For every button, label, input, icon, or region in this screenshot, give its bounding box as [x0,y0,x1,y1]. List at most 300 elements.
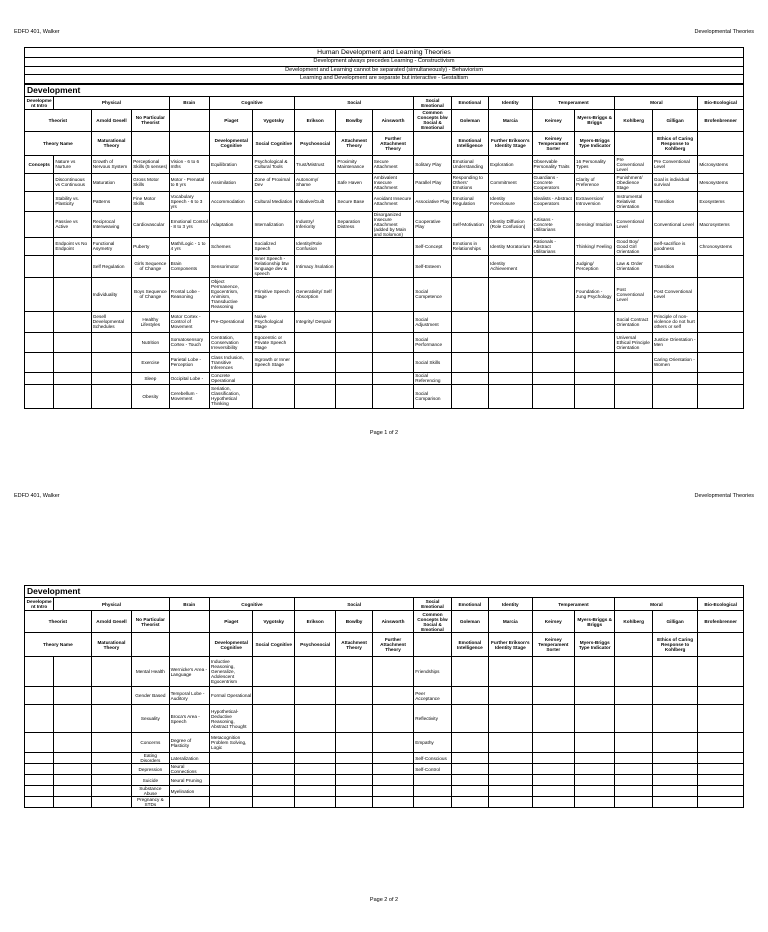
table-cell: Principle of non-violence do not hurt others or self [652,311,698,332]
table-cell [451,277,488,311]
table-cell [54,786,91,797]
table-cell [54,764,91,775]
table-cell: Emotional Regulation [451,191,488,211]
table-cell: Ingrowth or Inner Speech Stage [253,352,294,372]
table-cell [575,332,615,352]
table-cell: Reflectivity [414,705,451,733]
theorist-cell: Erikson [294,611,335,633]
header-development-intro: Development Intro [25,96,54,109]
theory-name-cell: Developmental Cognitive [210,633,253,657]
table-cell: Nature vs Nurture [54,155,91,173]
table-cell [615,786,652,797]
table-cell [91,797,131,808]
table-cell: Self-sacrifice is goodness [652,237,698,255]
table-cell [532,255,574,277]
table-cell [91,384,131,408]
table-cell [698,311,744,332]
theorist-cell: Bowlby [336,611,372,633]
table-cell [54,311,91,332]
table-cell: Pre-Operational [210,311,253,332]
table-cell: Commitment [489,173,532,191]
theory-name-cell [414,131,451,155]
table-row [25,311,744,332]
table-cell: Emotions in Relationships [451,237,488,255]
theory-name-cell [132,131,169,155]
table-cell [54,277,91,311]
row-label-cell [25,173,54,191]
table-cell: Identity Moratorium [489,237,532,255]
theory-name-cell [698,131,744,155]
table-cell [532,764,574,775]
table-row [25,332,744,352]
table-cell [489,764,532,775]
theory-name-cell [169,131,209,155]
table-row [25,753,744,764]
table-cell [54,753,91,764]
table-cell: Depression [132,764,169,775]
row-label-cell [25,657,54,687]
theory-name-cell: Myers-Briggs Type Indicator [575,633,615,657]
header-brain: Brain [169,598,209,611]
table-cell [210,775,253,786]
theorist-cell: No Particular Theorist [132,611,169,633]
header-temperament: Temperament [532,96,615,109]
table-cell [698,657,744,687]
theory-name-cell: Further Erikson's Identity Stage [489,633,532,657]
table-row [25,764,744,775]
header-development-intro: Development Intro [25,598,54,611]
table-row [25,657,744,687]
table-cell [54,332,91,352]
table-cell: Transition [652,191,698,211]
document-title: Developmental Theories [694,29,754,35]
theorist-cell: No Particular Theorist [132,109,169,131]
table-cell [91,332,131,352]
table-cell [532,657,574,687]
table-cell [615,657,652,687]
table-cell [253,372,294,384]
table-cell: Concerns [132,733,169,753]
table-cell: Intimacy /Isolation [294,255,335,277]
course-label: EDFD 401, Walker [14,493,60,499]
table-cell [698,705,744,733]
table-cell: Puberty [132,237,169,255]
table-cell: Concrete Operational [210,372,253,384]
table-cell: Initiative/Guilt [294,191,335,211]
row-label-cell [25,352,54,372]
table-cell [91,705,131,733]
table-cell [532,352,574,372]
table-cell [489,733,532,753]
table-cell [253,687,294,705]
table-cell: Centration, Conservation Irreversibility [210,332,253,352]
table-cell: Perceptional Skills (5 senses) [132,155,169,173]
theorist-row [25,109,744,131]
table-cell: Metacognition Problem Solving, Logic [210,733,253,753]
table-cell: Neural Connections [169,764,209,775]
page-2-footer: Page 2 of 2 [369,897,399,903]
table-row [25,255,744,277]
table-cell [615,687,652,705]
row-label-cell [25,775,54,786]
table-cell: Gender Based [132,687,169,705]
table-cell: Boys Sequence of Change [132,277,169,311]
table-cell: Eating Disorders [132,753,169,764]
table-cell [451,775,488,786]
table-cell: Separation Distress [336,211,372,237]
table-row [25,372,744,384]
theorist-cell: Arnold Gesell [91,611,131,633]
table-cell [336,797,372,808]
table-cell: Vision - 6 to 6 mths [169,155,209,173]
table-cell: Pre Conventional Level [615,155,652,173]
table-cell: Formal Operational [210,687,253,705]
theory-name-cell: Social Cognitive [253,131,294,155]
page-2-header [14,493,754,503]
table-cell: Vocabulary Speech - 6 to 3 yrs [169,191,209,211]
banner-behaviorism: Development and Learning cannot be separated (simultaneously) - Behaviorism [25,67,743,76]
table-cell [54,372,91,384]
table-row [25,733,744,753]
table-cell: Guardians - Concrete Cooperators [532,173,574,191]
table-cell [372,786,413,797]
table-cell: Post Conventional Level [615,277,652,311]
theorist-cell: Keirsey [532,611,574,633]
table-cell: Substance Abuse [132,786,169,797]
theorist-cell: Keirsey [532,109,574,131]
table-cell [698,255,744,277]
table-cell [294,764,335,775]
table-cell [489,372,532,384]
table-cell: Clarity of Preference [575,173,615,191]
table-cell: Sensorimotor [210,255,253,277]
table-cell: Socialized Speech [253,237,294,255]
row-label-cell [25,753,54,764]
row-label-cell [25,332,54,352]
table-row [25,173,744,191]
table-cell [489,775,532,786]
table-cell [489,753,532,764]
table-cell: Social Competence [414,277,451,311]
table-cell: Exercise [132,352,169,372]
table-cell: Occipital Lobe - [169,372,209,384]
table-cell [336,332,372,352]
table-cell: Pregnancy & STDs [132,797,169,808]
table-cell [652,372,698,384]
table-cell: Social Adjustment [414,311,451,332]
table-cell [451,764,488,775]
table-cell: Identity Foreclosure [489,191,532,211]
table-cell: Mesosystems [698,173,744,191]
theory-name-cell: Keirsey Temperament Sorter [532,131,574,155]
table-cell: Responding to Others' Emotions [451,173,488,191]
header-identity: Identity [489,598,532,611]
theory-name-cell: Attachment Theory [336,131,372,155]
table-cell: Somatosensory Cortex - Touch [169,332,209,352]
table-cell: Wernicke's Area - Language [169,657,209,687]
table-cell [615,775,652,786]
theorist-cell: Arnold Gesell [91,109,131,131]
table-cell [253,384,294,408]
table-cell [489,797,532,808]
table-cell: Emotional Understanding [451,155,488,173]
table-cell [372,352,413,372]
table-cell: Endpoint vs No Endpoint [54,237,91,255]
header-identity: Identity [489,96,532,109]
table-cell: Discontinuous vs Continuous [54,173,91,191]
table-cell [489,705,532,733]
table-cell [532,797,574,808]
table-row [25,155,744,173]
table-cell [54,687,91,705]
theory-name-cell: Ethics of Caring Response to Kohlberg [652,633,698,657]
theorist-cell: Vygotsky [253,611,294,633]
table-cell [451,311,488,332]
table-cell: Social Performance [414,332,451,352]
table-cell [652,753,698,764]
theory-name-cell [615,633,652,657]
header-physical: Physical [54,96,169,109]
table-cell: Avoidant Insecure Attachment [372,191,413,211]
table-cell [575,797,615,808]
theory-name-cell: Maturational Theory [91,633,131,657]
row-label-cell [25,797,54,808]
table-cell: Stability vs. Plasticity [54,191,91,211]
theorist-cell: Common Concepts b/w Social & Emotional [414,611,451,633]
table-cell: Equilibration [210,155,253,173]
table-row [25,797,744,808]
section-title: Development [24,84,744,96]
row-label-cell [25,764,54,775]
header-bio-ecological: Bio-Ecological [698,598,744,611]
table-cell [489,384,532,408]
table-cell [652,797,698,808]
table-cell: Idealists - Abstract Cooperators [532,191,574,211]
table-cell: Suicide [132,775,169,786]
theory-name-cell: Developmental Cognitive [210,131,253,155]
table-cell: Proximity Maintenance [336,155,372,173]
table-cell [532,332,574,352]
table-cell [336,237,372,255]
table-cell: Parietal Lobe - Perception [169,352,209,372]
table-cell [451,255,488,277]
table-cell: Motor Cortex - Control of Movement [169,311,209,332]
table-cell [575,733,615,753]
table-cell [575,657,615,687]
table-cell [575,775,615,786]
table-cell: Cooperative Play [414,211,451,237]
row-label-cell [25,237,54,255]
table-cell [532,775,574,786]
table-cell [336,657,372,687]
banner-title: Human Development and Learning Theories [25,48,743,58]
table-cell [294,372,335,384]
theory-name-label: Theory Name [25,633,92,657]
header-social-emotional: Social Emotional [414,598,451,611]
table-cell: Neural Pruning [169,775,209,786]
table-cell [336,775,372,786]
table-cell [372,687,413,705]
theory-name-cell [698,633,744,657]
theorist-cell: Ainsworth [372,109,413,131]
table-cell [451,733,488,753]
theory-name-cell [132,633,169,657]
table-cell [698,733,744,753]
table-cell: Parallel Play [414,173,451,191]
table-cell [54,657,91,687]
table-cell: Schemes [210,237,253,255]
table-cell: Fine Motor Skills [132,191,169,211]
table-cell [336,277,372,311]
table-cell: 16 Personality Types [575,155,615,173]
table-cell: Associative Play [414,191,451,211]
header-physical: Physical [54,598,169,611]
table-cell [532,753,574,764]
table-cell: Sensing/ Intuition [575,211,615,237]
table-cell: Gesell Developmental Schedules [91,311,131,332]
table-cell: Goal is individual survival [652,173,698,191]
table-cell: Integrity/ Despair [294,311,335,332]
theory-name-cell: Further Attachment Theory [372,633,413,657]
table-cell: Rationals - Abstract Utilitarians [532,237,574,255]
theorist-cell [169,611,209,633]
table-cell [91,352,131,372]
table-cell: Patterns [91,191,131,211]
table-cell [575,786,615,797]
table-cell: Secure Base [336,191,372,211]
table-cell [54,352,91,372]
table-cell [372,311,413,332]
table-cell: Sleep [132,372,169,384]
theorist-cell: Myers-Briggs & Briggs [575,611,615,633]
theorist-cell: Gilligan [652,109,698,131]
table-row [25,211,744,237]
row-label-cell [25,255,54,277]
table-cell: Brain Components [169,255,209,277]
table-cell: Internalization [253,211,294,237]
table-cell [54,775,91,786]
table-cell [91,657,131,687]
theorist-cell: Kohlberg [615,611,652,633]
table-cell [91,775,131,786]
table-cell [372,797,413,808]
table-cell: Thinking/ Feeling [575,237,615,255]
table-cell: Foundation - Jung Psychology [575,277,615,311]
table-cell: Functional Asymetry [91,237,131,255]
table-cell: Degree of Plasticity [169,733,209,753]
table-cell [451,797,488,808]
table-cell: Emotional Control - 8 to 3 yrs [169,211,209,237]
table-cell [294,705,335,733]
table-cell: Assimilation [210,173,253,191]
table-cell [652,384,698,408]
table-cell: Psychological & Cultural Tools [253,155,294,173]
table-cell: Autonomy/ Shame [294,173,335,191]
table-cell: Girls Sequence of Change [132,255,169,277]
header-moral: Moral [615,96,698,109]
theorist-cell: Bowlby [336,109,372,131]
header-emotional: Emotional [451,96,488,109]
table-cell [294,657,335,687]
theorist-cell: Piaget [210,611,253,633]
theorist-cell: Goleman [451,109,488,131]
header-temperament: Temperament [532,598,615,611]
table-cell: Motor - Prenatal to 8 yrs [169,173,209,191]
table-cell: Math/Logic - 1 to 4 yrs [169,237,209,255]
table-cell [253,705,294,733]
table-cell [54,733,91,753]
table-cell: Self-Control [414,764,451,775]
table-cell [451,705,488,733]
table-cell: Punishment/ Obedience Stage [615,173,652,191]
table-cell [253,657,294,687]
table-cell: Artisans - Concrete Utilitarians [532,211,574,237]
table-cell: Trust/Mistrust [294,155,335,173]
table-cell [451,384,488,408]
table-cell: Class Inclusion, Transitive Inferences [210,352,253,372]
row-label-cell [25,733,54,753]
row-label-cell [25,191,54,211]
table-cell [575,311,615,332]
theorist-cell: Ainsworth [372,611,413,633]
table-cell [575,372,615,384]
table-cell [652,764,698,775]
table-cell [372,255,413,277]
table-cell: Obesity [132,384,169,408]
table-cell: Cardiovascular [132,211,169,237]
theorist-cell: Erikson [294,109,335,131]
table-cell: Self-Esteem [414,255,451,277]
theory-name-row [25,633,744,657]
table-cell: Self-Motivation [451,211,488,237]
theorist-cell: Marcia [489,109,532,131]
table-cell [489,352,532,372]
table-cell: Hypothetical-Deductive Reasoning, Abstract Thought [210,705,253,733]
table-cell: Good Boy/ Good Girl Orientation [615,237,652,255]
page-2-sheet [24,585,744,808]
table-cell [54,705,91,733]
theorist-cell: Kohlberg [615,109,652,131]
table-cell: Friendships [414,657,451,687]
table-cell: Sexuality [132,705,169,733]
table-cell [451,687,488,705]
table-cell: Self-Concept [414,237,451,255]
course-label: EDFD 401, Walker [14,29,60,35]
table-cell [532,786,574,797]
table-cell [652,775,698,786]
table-cell [91,764,131,775]
banner-gestaltism: Learning and Development are separate but interactive - Gestaltism [25,75,743,84]
table-cell: Industry/ Inferiority [294,211,335,237]
theory-name-cell: Ethics of Caring Response to Kohlberg [652,131,698,155]
table-row [25,775,744,786]
page-1-footer: Page 1 of 2 [369,430,399,436]
table-cell [91,372,131,384]
table-cell: Transition [652,255,698,277]
table-cell [575,352,615,372]
header-social-emotional: Social Emotional [414,96,451,109]
document-title: Developmental Theories [694,493,754,499]
table-cell [489,657,532,687]
table-cell [372,384,413,408]
table-cell [336,311,372,332]
theorist-label: Theorist [25,109,92,131]
table-cell [372,237,413,255]
table-cell [575,705,615,733]
table-cell [698,277,744,311]
table-cell [336,764,372,775]
table-cell: Reciprocal Interweaving [91,211,131,237]
